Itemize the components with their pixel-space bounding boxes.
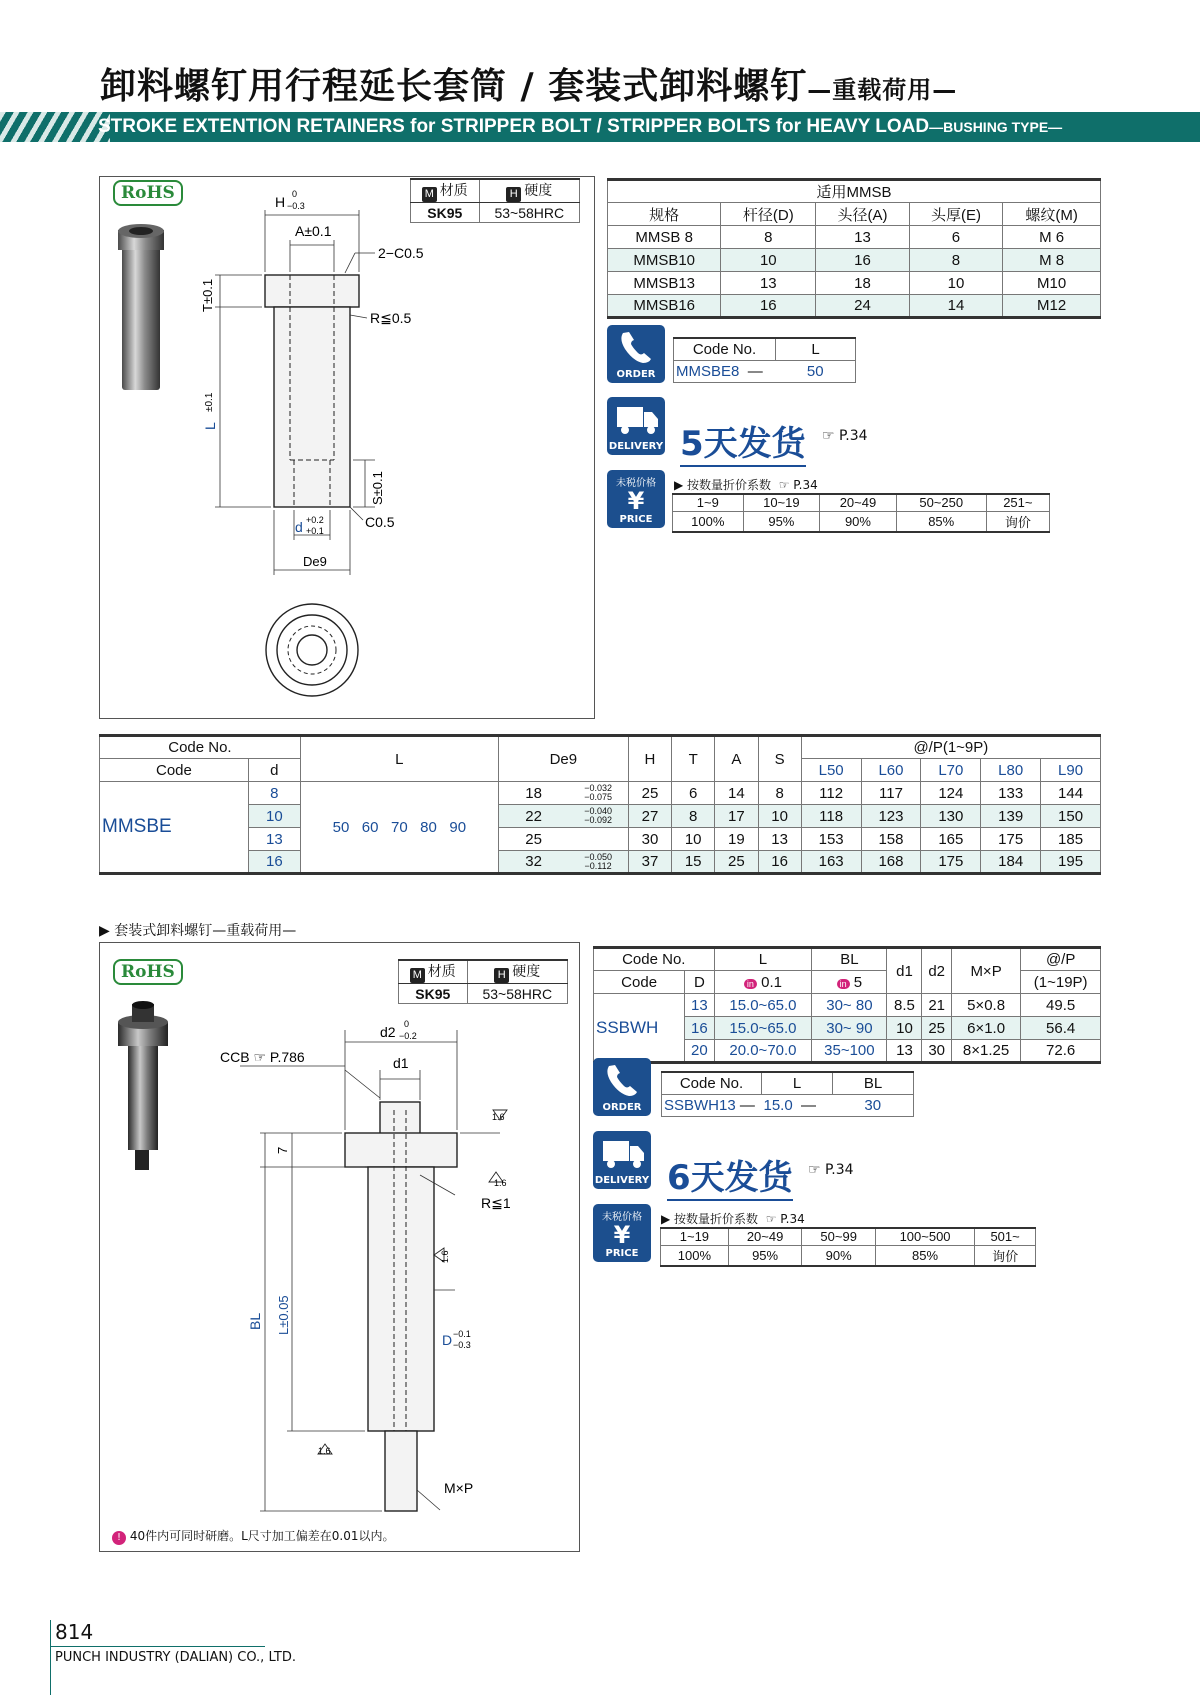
price-cell: 112 xyxy=(801,782,861,805)
delivery-ref-1[interactable]: ☞ P.34 xyxy=(822,428,868,444)
mmsb-cell: 13 xyxy=(816,226,909,249)
ssbwh-cell: 15.0~65.0 xyxy=(714,1017,812,1040)
svg-text:1.6: 1.6 xyxy=(318,1446,331,1456)
ssbwh-cell: 5×0.8 xyxy=(951,994,1020,1017)
yen-icon: ¥ xyxy=(613,1221,631,1249)
dim-chamfer-top: 2−C0.5 xyxy=(378,245,424,261)
svg-text:1.6: 1.6 xyxy=(440,1250,450,1263)
bushing-photo xyxy=(110,222,180,397)
price-cell: 133 xyxy=(981,782,1041,805)
price-cell: 124 xyxy=(921,782,981,805)
mmsb-cell: MMSB10 xyxy=(608,249,721,272)
tolerance-cell: −0.040 −0.092 xyxy=(568,805,628,828)
tolerance-cell: −0.032 −0.075 xyxy=(568,782,628,805)
dim-d: d xyxy=(295,519,303,535)
tolerance-cell xyxy=(568,828,628,851)
company-name: PUNCH INDUSTRY (DALIAN) CO., LTD. xyxy=(55,1650,296,1665)
rohs-badge-2: RoHS xyxy=(113,959,183,985)
mmsb-header: 杆径(D) xyxy=(721,203,816,226)
english-title: STROKE EXTENTION RETAINERS for STRIPPER BOLT / STRIPPER BOLTS for HEAVY LOAD—BUSHING TYPE— xyxy=(98,116,1063,137)
d-cell: 13 xyxy=(248,828,300,851)
dim-de9: De9 xyxy=(303,554,327,569)
dim-a: A±0.1 xyxy=(295,223,332,239)
price-cell: 139 xyxy=(981,805,1041,828)
dim-d-shank: D xyxy=(442,1332,453,1348)
price-cell: 165 xyxy=(921,828,981,851)
svg-text:−0.1: −0.1 xyxy=(453,1329,471,1339)
price-col-header: L50 xyxy=(801,759,861,782)
order-icon-2: ORDER xyxy=(593,1058,651,1116)
tolerance-cell: −0.050 −0.112 xyxy=(568,851,628,874)
d-cell: 10 xyxy=(248,805,300,828)
mmsb-row xyxy=(608,226,1101,249)
price-cell: 195 xyxy=(1041,851,1101,874)
price-cell: 158 xyxy=(861,828,921,851)
delivery-days-1: 5天发货 xyxy=(680,416,806,467)
svg-text:1.6: 1.6 xyxy=(494,1178,507,1188)
rohs-badge: RoHS xyxy=(113,180,183,206)
price-cell: 130 xyxy=(921,805,981,828)
price-rate: 100% xyxy=(673,511,744,532)
d-cell: 8 xyxy=(248,782,300,805)
mmsb-row xyxy=(608,249,1101,272)
table-row xyxy=(100,805,1101,828)
h-cell: 37 xyxy=(628,851,671,874)
ssbwh-cell: 49.5 xyxy=(1021,994,1101,1017)
d-cell: 16 xyxy=(248,851,300,874)
price-cell: 185 xyxy=(1041,828,1101,851)
a-cell: 14 xyxy=(715,782,758,805)
ssbwh-cell: 8×1.25 xyxy=(951,1040,1020,1063)
price-col-header: L80 xyxy=(981,759,1041,782)
material-table: M 材质 H 硬度 SK95 53~58HRC xyxy=(410,178,580,223)
price-cell: 163 xyxy=(801,851,861,874)
ssbwh-cell: 56.4 xyxy=(1021,1017,1101,1040)
a-cell: 25 xyxy=(715,851,758,874)
ssbwh-cell: 30 xyxy=(922,1040,951,1063)
mmsb-header: 螺纹(M) xyxy=(1003,203,1101,226)
mmsb-cell: 14 xyxy=(909,295,1002,318)
svg-text:1.6: 1.6 xyxy=(492,1112,505,1122)
mmsb-row xyxy=(608,272,1101,295)
price-cell: 153 xyxy=(801,828,861,851)
de-cell: 25 xyxy=(498,828,568,851)
dim-bl: BL xyxy=(247,1312,263,1330)
price-cell: 117 xyxy=(861,782,921,805)
mmsb-cell: M10 xyxy=(1003,272,1101,295)
dim-d2: d2 xyxy=(380,1024,396,1040)
de-cell: 32 xyxy=(498,851,568,874)
ssbwh-cell: 10 xyxy=(887,1017,922,1040)
code-cell: SSBWH xyxy=(594,994,685,1063)
bolt-photo xyxy=(115,1000,180,1175)
price-cell: 184 xyxy=(981,851,1041,874)
de-cell: 22 xyxy=(498,805,568,828)
svg-text:+0.1: +0.1 xyxy=(306,526,324,536)
hatch-decoration xyxy=(0,112,110,142)
order-example-1: Code No. L MMSBE8 — 50 xyxy=(673,337,856,383)
price-qty: 1~9 xyxy=(673,494,744,511)
mmsb-cell: MMSB16 xyxy=(608,295,721,318)
price-rate: 95% xyxy=(743,511,820,532)
price-cell: 175 xyxy=(921,851,981,874)
mmsb-cell: 6 xyxy=(909,226,1002,249)
price-table-2 xyxy=(660,1227,1036,1267)
dim-7: 7 xyxy=(275,1146,290,1154)
mmsb-cell: 8 xyxy=(721,226,816,249)
h-cell: 25 xyxy=(628,782,671,805)
s-cell: 16 xyxy=(758,851,801,874)
mmsb-row xyxy=(608,295,1101,318)
a-cell: 17 xyxy=(715,805,758,828)
dim-l: L xyxy=(202,422,218,430)
ssbwh-cell: 16 xyxy=(685,1017,714,1040)
ssbwh-cell: 8.5 xyxy=(887,994,922,1017)
price-cell: 118 xyxy=(801,805,861,828)
dim-d1: d1 xyxy=(393,1055,409,1071)
mmsb-cell: 8 xyxy=(909,249,1002,272)
dim-l2: L±0.05 xyxy=(276,1295,291,1335)
yen-icon: ¥ xyxy=(627,487,645,515)
svg-text:0: 0 xyxy=(404,1019,410,1029)
price-icon-2: 未税价格 ¥ PRICE xyxy=(593,1204,651,1262)
price-rate: 90% xyxy=(820,511,897,532)
price-rate: 90% xyxy=(802,1245,876,1266)
phone-icon xyxy=(593,1058,651,1102)
price-qty: 20~49 xyxy=(728,1228,802,1245)
price-table-1 xyxy=(672,493,1050,533)
ssbwh-cell: 30~ 80 xyxy=(812,994,887,1017)
price-rate: 85% xyxy=(896,511,986,532)
l-values-cell: 50 60 70 80 90 xyxy=(300,782,498,874)
svg-text:−0.3: −0.3 xyxy=(453,1340,471,1350)
order-icon: ORDER xyxy=(607,325,665,383)
price-icon: 未税价格 ¥ PRICE xyxy=(607,470,665,528)
mmsb-cell: 10 xyxy=(909,272,1002,295)
dim-h: H xyxy=(275,194,286,210)
mmsb-cell: M12 xyxy=(1003,295,1101,318)
mmsb-header: 头厚(E) xyxy=(909,203,1002,226)
mmsb-cell: MMSB 8 xyxy=(608,226,721,249)
title-bar xyxy=(0,112,1200,142)
order-example-2: Code No. L BL SSBWH13 — 15.0 — 30 xyxy=(661,1071,914,1117)
svg-text:±0.1: ±0.1 xyxy=(204,392,215,412)
mmsb-cell: 16 xyxy=(816,249,909,272)
mmsbe-spec-table: Code No. L De9 H T A S @/P(1~9P) Code d L50 L60 L70 L80 L90 MMSBE 8 50 60 70 80 90 18 −0.032 −0.075 25 6 14 8 112 117 124 133 144 10 22 −0.040 −0.092 27 8 17 10 118 123 130 139 150 13 25 30 10 19 13 153 158 165 175 185 16 32 −0.050 −0.112 37 15 25 16 163 168 175 184 195 xyxy=(99,734,1101,875)
mmsb-cell: MMSB13 xyxy=(608,272,721,295)
price-rate: 85% xyxy=(875,1245,974,1266)
ssbwh-cell: 13 xyxy=(887,1040,922,1063)
price-col-header: L60 xyxy=(861,759,921,782)
h-cell: 27 xyxy=(628,805,671,828)
t-cell: 8 xyxy=(672,805,715,828)
dim-chamfer-bottom: C0.5 xyxy=(365,514,395,530)
table-row xyxy=(100,851,1101,874)
price-qty: 100~500 xyxy=(875,1228,974,1245)
price-qty: 20~49 xyxy=(820,494,897,511)
ccb-ref[interactable]: CCB ☞ P.786 xyxy=(220,1049,305,1065)
section2-title: ▶ 套装式卸料螺钉—重载荷用— xyxy=(99,923,297,939)
ssbwh-cell: 15.0~65.0 xyxy=(714,994,812,1017)
mmsb-cell: 24 xyxy=(816,295,909,318)
mmsb-cell: M 6 xyxy=(1003,226,1101,249)
t-cell: 15 xyxy=(672,851,715,874)
price-cell: 123 xyxy=(861,805,921,828)
page-number: 814 xyxy=(55,1620,94,1644)
delivery-ref-2[interactable]: ☞ P.34 xyxy=(808,1162,854,1178)
ssbwh-cell: 35~100 xyxy=(812,1040,887,1063)
price-qty: 50~99 xyxy=(802,1228,876,1245)
price-qty: 50~250 xyxy=(896,494,986,511)
price-col-header: L70 xyxy=(921,759,981,782)
svg-text:+0.2: +0.2 xyxy=(306,515,324,525)
ssbwh-cell: 13 xyxy=(685,994,714,1017)
mmsb-cell: 18 xyxy=(816,272,909,295)
dim-r: R≦0.5 xyxy=(370,310,412,326)
price-qty: 1~19 xyxy=(661,1228,729,1245)
a-cell: 19 xyxy=(715,828,758,851)
price-qty: 501~ xyxy=(975,1228,1036,1245)
svg-text:0: 0 xyxy=(292,189,298,199)
mmsb-table: 适用MMSB 规格 杆径(D) 头径(A) 头厚(E) 螺纹(M) MMSB 8 8 13 6 M 6 MMSB10 10 16 8 M 8 MMSB13 13 18 10 M10 MMSB16 16 24 14 M12 xyxy=(607,178,1101,319)
delivery-icon: DELIVERY xyxy=(607,397,665,455)
mmsb-header: 规格 xyxy=(608,203,721,226)
bushing-drawing xyxy=(195,180,455,710)
t-cell: 6 xyxy=(672,782,715,805)
price-cell: 150 xyxy=(1041,805,1101,828)
price-qty: 251~ xyxy=(986,494,1049,511)
mmsb-cell: 16 xyxy=(721,295,816,318)
ssbwh-cell: 20.0~70.0 xyxy=(714,1040,812,1063)
t-cell: 10 xyxy=(672,828,715,851)
ssbwh-cell: 25 xyxy=(922,1017,951,1040)
ssbwh-spec-table: Code No. L BL d1 d2 M×P @/P Code D in 0.1 in 5 (1~19P) SSBWH 13 15.0~65.0 30~ 80 8.5 21 5×0.8 49.5 16 15.0~65.0 30~ 90 10 25 6×1.0 56.4 20 20.0~70.0 35~100 13 30 8×1.25 72.6 xyxy=(593,946,1101,1064)
phone-icon xyxy=(607,325,665,369)
price-cell: 144 xyxy=(1041,782,1101,805)
table-row xyxy=(100,782,1101,805)
price-col-header: L90 xyxy=(1041,759,1101,782)
dim-s: S±0.1 xyxy=(370,471,385,505)
mmsb-cell: M 8 xyxy=(1003,249,1101,272)
delivery-icon-2: DELIVERY xyxy=(593,1131,651,1189)
price-qty: 10~19 xyxy=(743,494,820,511)
ssbwh-cell: 21 xyxy=(922,994,951,1017)
table-row xyxy=(100,828,1101,851)
h-cell: 30 xyxy=(628,828,671,851)
mmsb-cell: 10 xyxy=(721,249,816,272)
material-table-2: M 材质 H 硬度 SK95 53~58HRC xyxy=(398,959,568,1004)
footer-rule-v xyxy=(50,1620,51,1695)
de-cell: 18 xyxy=(498,782,568,805)
footer-rule-h xyxy=(50,1646,265,1647)
warning-icon: ! xyxy=(112,1531,126,1545)
price-rate: 100% xyxy=(661,1245,729,1266)
delivery-days-2: 6天发货 xyxy=(667,1150,793,1201)
price-rate: 询价 xyxy=(986,511,1049,532)
truck-icon xyxy=(593,1131,651,1175)
truck-icon xyxy=(607,397,665,441)
price-cell: 175 xyxy=(981,828,1041,851)
page-title: 卸料螺钉用行程延长套筒 / 套装式卸料螺钉—重载荷用— xyxy=(100,66,958,107)
table-row xyxy=(594,994,1101,1017)
svg-text:−0.2: −0.2 xyxy=(399,1031,417,1041)
dim-t: T±0.1 xyxy=(200,278,215,312)
note: ! 40件内可同时研磨。L尺寸加工偏差在0.01以内。 xyxy=(112,1527,395,1545)
price-title-2: ▶ 按数量折价系数 ☞ P.34 xyxy=(661,1212,805,1226)
mmsb-header: 头径(A) xyxy=(816,203,909,226)
price-cell: 168 xyxy=(861,851,921,874)
code-cell: MMSBE xyxy=(100,782,249,874)
dim-r1: R≦1 xyxy=(481,1195,511,1211)
bolt-drawing xyxy=(200,1010,530,1520)
ssbwh-cell: 30~ 90 xyxy=(812,1017,887,1040)
ssbwh-cell: 6×1.0 xyxy=(951,1017,1020,1040)
price-title-1: ▶ 按数量折价系数 ☞ P.34 xyxy=(674,478,818,492)
ssbwh-cell: 72.6 xyxy=(1021,1040,1101,1063)
s-cell: 10 xyxy=(758,805,801,828)
price-rate: 询价 xyxy=(975,1245,1036,1266)
s-cell: 13 xyxy=(758,828,801,851)
price-rate: 95% xyxy=(728,1245,802,1266)
dim-mxp: M×P xyxy=(444,1480,474,1496)
svg-text:−0.3: −0.3 xyxy=(287,201,305,211)
s-cell: 8 xyxy=(758,782,801,805)
ssbwh-cell: 20 xyxy=(685,1040,714,1063)
mmsb-cell: 13 xyxy=(721,272,816,295)
